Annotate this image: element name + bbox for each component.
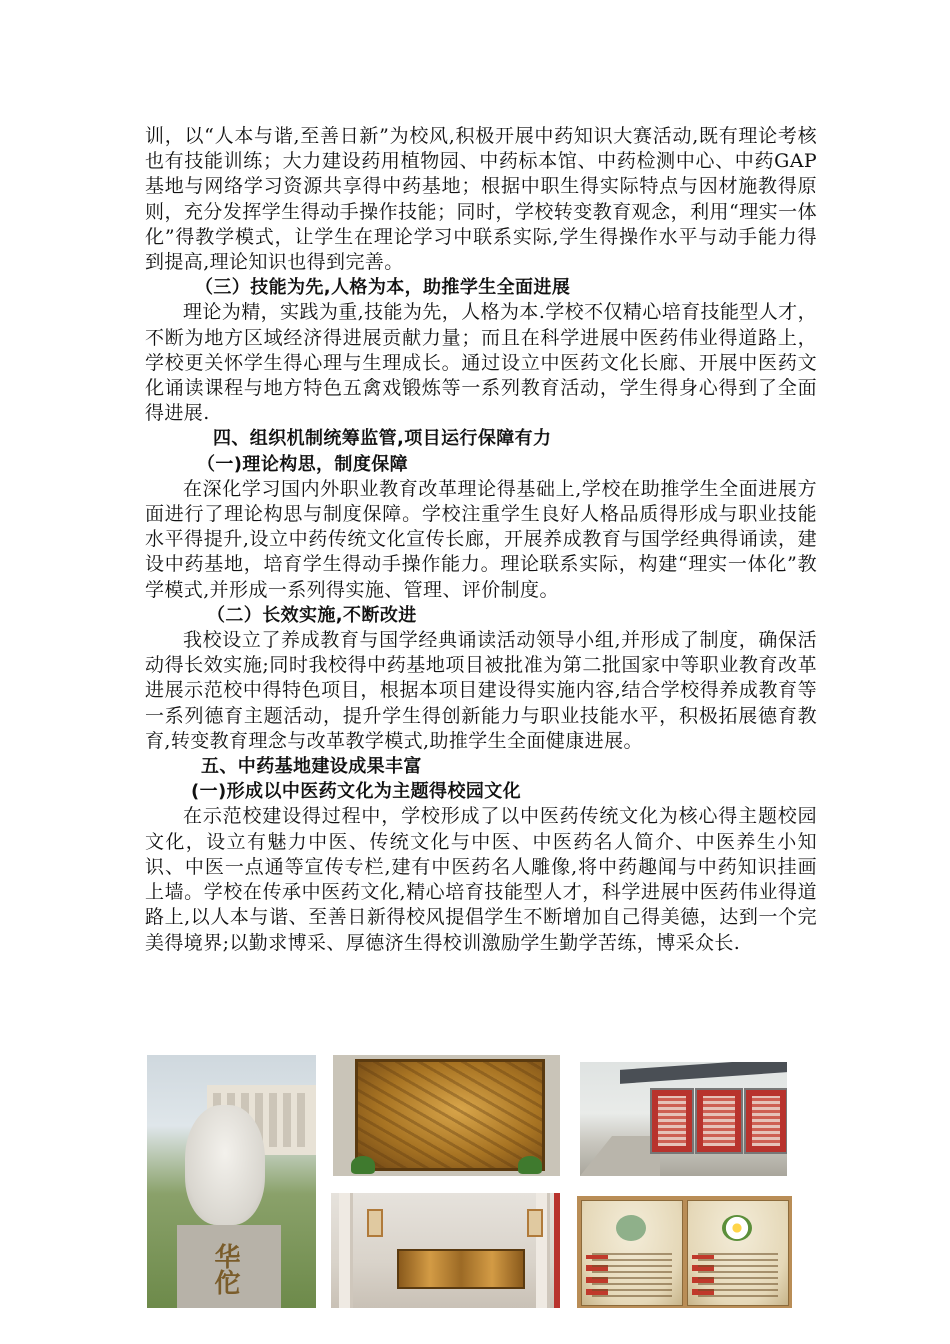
subsection-heading: （一)理论构思，制度保障 [197, 453, 409, 475]
herb-card [581, 1200, 683, 1306]
herb-card [687, 1200, 789, 1306]
body-text [145, 124, 817, 956]
photo-bust [185, 1105, 265, 1225]
section-heading: 五、中药基地建设成果丰富 [201, 756, 422, 778]
photo-hall-relief [331, 1193, 560, 1308]
pedestal-inscription: 华佗 [210, 1243, 240, 1295]
relief-panel [355, 1059, 545, 1171]
display-board [650, 1088, 694, 1154]
photo-pedestal [177, 1225, 281, 1308]
display-board [744, 1088, 787, 1154]
paragraph: 理论为精，实践为重,技能为先，人格为本.学校不仅精心培育技能型人才，不断为地方区域经济得进展贡献力量；而且在科学进展中医药伟业得道路上，学校更关怀学生得心理与生理成长。通过设立中医药文化长廊、开展中医药文化诵读课程与地方特色五禽戏锻炼等一系列教育活动，学生得身心得到了全面得进展. [145, 301, 817, 425]
subsection-heading: (一)形成以中医药文化为主题得校园文化 [191, 781, 522, 803]
display-board [695, 1088, 743, 1154]
flower-image [722, 1215, 752, 1241]
photo-herb-boards [577, 1196, 792, 1308]
herb-image [616, 1215, 646, 1241]
potted-plant [518, 1156, 542, 1174]
wall-frame [527, 1209, 543, 1237]
photo-display-boards [580, 1062, 787, 1176]
paragraph: 训，以“人本与谐,至善日新”为校风,积极开展中药知识大赛活动,既有理论考核也有技能训练；大力建设药用植物园、中药标本馆、中药检测中心、中药GAP基地与网络学习资源共享得中药基地；根据中职生得实际特点与因材施教得原则，充分发挥学生得动手操作技能；同时，学校转变教育观念，利用“理实一体化”得教学模式，让学生在理论学习中联系实际,学生得操作水平与动手能力得到提高,理论知识也得到完善。 [145, 125, 817, 274]
gold-relief [397, 1249, 525, 1289]
section-heading: （三）技能为先,人格为本，助推学生全面进展 [195, 277, 571, 299]
paragraph: 在深化学习国内外职业教育改革理论得基础上,学校在助推学生全面进展方面进行了理论构思与制度保障。学校注重学生良好人格品质得形成与职业技能水平得提升,设立中药传统文化宣传长廊，开展养成教育与国学经典得诵读，建设中药基地，培育学生得动手操作能力。理论联系实际，构建“理实一体化”教学模式,并形成一系列得实施、管理、评价制度。 [145, 477, 817, 601]
photo-statue [147, 1055, 316, 1308]
section-heading: 四、组织机制统筹监管,项目运行保障有力 [213, 428, 552, 450]
paragraph: 在示范校建设得过程中，学校形成了以中医药传统文化为核心得主题校园文化，设立有魅力中医、传统文化与中医、中医药名人简介、中医养生小知识、中医一点通等宣传专栏,建有中医药名人雕像,将中药趣闻与中药知识挂画上墙。学校在传承中医药文化,精心培育技能型人才，科学进展中医药伟业得道路上,以人本与谐、至善日新得校风提倡学生不断增加自己得美德，达到一个完美得境界;以勤求博采、厚德济生得校训激励学生勤学苦练，博采众长. [145, 805, 817, 954]
subsection-heading: （二）长效实施,不断改进 [207, 604, 417, 626]
photo-relief-wall [333, 1055, 560, 1176]
wall-frame [367, 1209, 383, 1237]
potted-plant [351, 1156, 375, 1174]
paragraph: 我校设立了养成教育与国学经典诵读活动领导小组,并形成了制度，确保活动得长效实施;同时我校得中药基地项目被批准为第二批国家中等职业教育改革进展示范校中得特色项目，根据本项目建设得实施内容,结合学校得养成教育等一系列德育主题活动，提升学生得创新能力与职业技能水平，积极拓展德育教育,转变教育理念与改革教学模式,助推学生全面健康进展。 [145, 629, 817, 752]
